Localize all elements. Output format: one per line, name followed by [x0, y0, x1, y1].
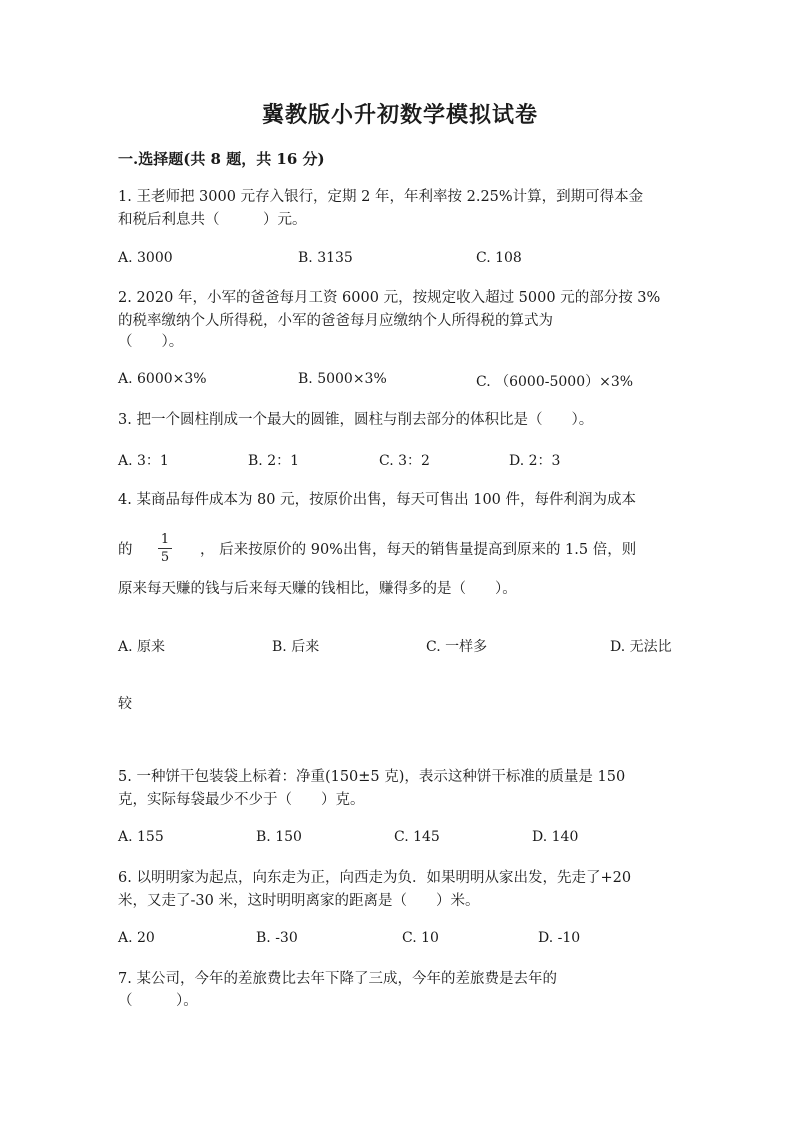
question-7-line-2: （ ）。	[118, 993, 198, 1009]
question-1-line-2: 和税后利息共（ ）元。	[118, 212, 307, 228]
question-6-option-c: C. 10	[402, 930, 439, 946]
question-2-line-2: 的税率缴纳个人所得税，小军的爸爸每月应缴纳个人所得税的算式为	[118, 313, 553, 329]
question-7-line-1: 7. 某公司，今年的差旅费比去年下降了三成，今年的差旅费是去年的	[118, 971, 557, 987]
question-6-line-1: 6. 以明明家为起点，向东走为正，向西走为负．如果明明从家出发，先走了+20	[118, 870, 632, 886]
question-2-option-b: B. 5000×3%	[298, 371, 387, 387]
question-1-option-a: A. 3000	[118, 250, 173, 266]
question-3-option-c: C. 3：2	[379, 453, 430, 469]
question-6-line-2: 米，又走了-30 米，这时明明离家的距离是（ ）米。	[118, 893, 480, 909]
question-4-option-d: D. 无法比	[610, 639, 672, 655]
question-4-line-1: 4. 某商品每件成本为 80 元，按原价出售，每天可售出 100 件，每件利润为成本	[118, 492, 637, 508]
page-title: 冀教版小升初数学模拟试卷	[261, 102, 538, 128]
question-4-option-c: C. 一样多	[426, 639, 488, 655]
question-1-option-c: C. 108	[476, 250, 522, 266]
question-2-line-1: 2. 2020 年，小军的爸爸每月工资 6000 元，按规定收入超过 5000 元的部分按 3%	[118, 290, 661, 306]
question-5-option-b: B. 150	[256, 829, 302, 845]
question-5-line-2: 克，实际每袋最少不少于（ ）克。	[118, 792, 365, 808]
question-5-option-c: C. 145	[394, 829, 440, 845]
fraction-one-fifth	[158, 532, 172, 565]
fraction-numerator: 1	[160, 532, 170, 547]
question-1-line-1: 1. 王老师把 3000 元存入银行，定期 2 年，年利率按 2.25%计算，到期可得本金	[118, 189, 644, 205]
question-3-option-b: B. 2：1	[248, 453, 300, 469]
question-6-option-a: A. 20	[118, 930, 155, 946]
question-4-option-d-wrap: 较	[118, 696, 132, 712]
question-3-option-a: A. 3：1	[118, 453, 169, 469]
question-4-option-b: B. 后来	[272, 639, 320, 655]
question-4-line-2-rest: ， 后来按原价的 90%出售，每天的销售量提高到原来的 1.5 倍，则	[200, 542, 637, 558]
question-3-option-d: D. 2：3	[509, 453, 561, 469]
question-1-option-b: B. 3135	[298, 250, 353, 266]
section-heading: 一.选择题(共 8 题，共 16 分)	[118, 150, 325, 168]
question-2-option-a: A. 6000×3%	[118, 371, 207, 387]
question-6-option-d: D. -10	[538, 930, 581, 946]
question-3-line-1: 3. 把一个圆柱削成一个最大的圆锥，圆柱与削去部分的体积比是（ ）。	[118, 412, 594, 428]
question-2-line-3: （ ）。	[118, 334, 184, 350]
question-5-option-d: D. 140	[532, 829, 579, 845]
question-4-line-2-prefix: 的	[118, 542, 133, 558]
question-4-line-3: 原来每天赚的钱与后来每天赚的钱相比，赚得多的是（ ）。	[118, 581, 517, 597]
question-4-option-a: A. 原来	[118, 639, 166, 655]
question-5-option-a: A. 155	[118, 829, 164, 845]
fraction-denominator: 5	[160, 550, 170, 565]
question-2-option-c: C. （6000-5000）×3%	[476, 374, 634, 390]
question-6-option-b: B. -30	[256, 930, 298, 946]
question-5-line-1: 5. 一种饼干包装袋上标着：净重(150±5 克)，表示这种饼干标准的质量是 150	[118, 769, 626, 785]
fraction-bar	[158, 548, 172, 549]
